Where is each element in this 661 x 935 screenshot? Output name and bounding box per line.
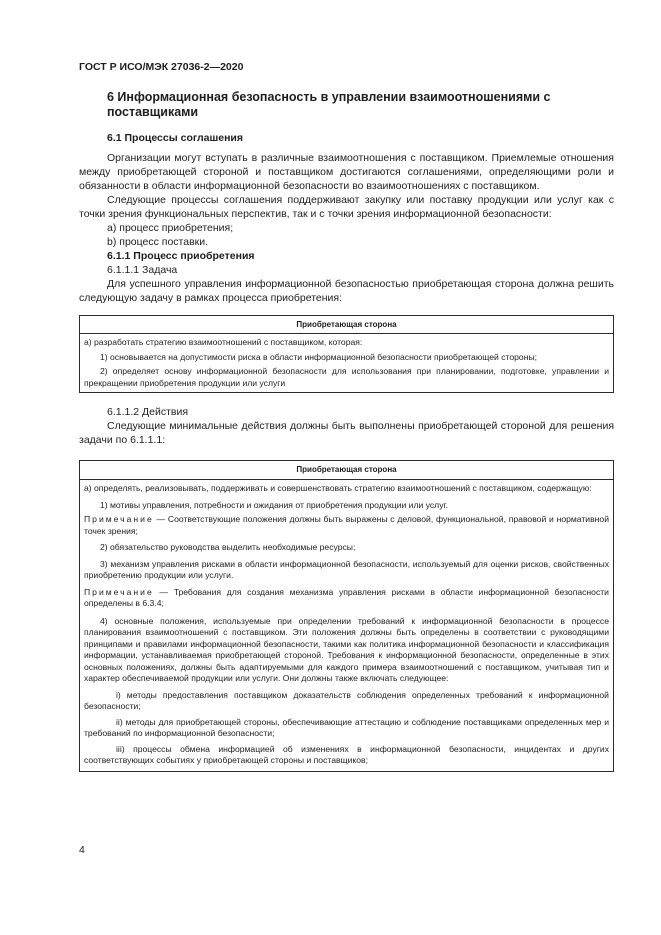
note-label: Примечание (84, 586, 154, 597)
body-text-block (79, 151, 614, 305)
page-number: 4 (79, 844, 85, 856)
table-line: iii) процессы обмена информацией об изменениях в информационной безопасности, инцидентах и других соответствующих событиях у приобретающей стороны и поставщиков; (84, 743, 609, 765)
subsection-title-block (107, 132, 614, 145)
table-header: Приобретающая сторона (80, 316, 613, 334)
note (84, 514, 609, 537)
subsubsection-title: 6.1.1 Процесс приобретения (107, 250, 255, 262)
table-line: 4) основные положения, используемые при определении требований к информационной безопасности в процессе планирования взаимоотношений с поставщиком. Эти положения должны быть определены в соответствии с руководящими принципами и правилами информационной безопасности, такими как политика информационной безопасности и классификация информации, устанавливаемая приобретающей стороной. Требования к информационной безопасности, определенные в этих основных положениях, должны быть адаптируемыми для каждого примера взаимоотношений с поставщиком, учитывая тип и характер обеспечиваемой продукции или услуги. Они должны также включать следующее: (84, 615, 609, 683)
list-item: b) процесс поставки. (107, 236, 209, 248)
list-item: а) процесс приобретения; (107, 222, 234, 234)
table-line: ii) методы для приобретающей стороны, обеспечивающие аттестацию и соблюдение поставщиками определенных мер и требований по информационной безопасности; (84, 716, 609, 738)
table-line: а) разработать стратегию взаимоотношений с поставщиком, которая: (84, 337, 363, 347)
table-cell (80, 334, 613, 392)
paragraph: Для успешного управления информационной безопасностью приобретающая сторона должна решить следующую задачу в рамках процесса приобретения: (79, 278, 614, 304)
paragraph: Организации могут вступать в различные взаимоотношения с поставщиком. Приемлемые отношения между приобретающей стороной и поставщиком достигаются соглашениями, определяющими роли и обязанности в области информационной безопасности во взаимоотношениях с поставщиком. (79, 152, 614, 192)
document-header: ГОСТ Р ИСО/МЭК 27036-2—2020 (79, 61, 244, 73)
clause-title: 6.1.1.2 Действия (107, 406, 189, 418)
table-line: 2) обязательство руководства выделить необходимые ресурсы; (100, 542, 356, 552)
section-title: 6 Информационная безопасность в управлении взаимоотношениями с поставщиками (107, 90, 551, 119)
clause-title: 6.1.1.1 Задача (107, 264, 178, 276)
table-header: Приобретающая сторона (80, 461, 613, 480)
table-line: 2) определяет основу информационной безопасности для использования при планировании, подготовке, управлении и прекращении приобретения продукции или услуги (84, 366, 609, 388)
note-text: — Требования для создания механизма управления рисками в области информационной безопасности определены в 6.3.4; (84, 586, 609, 608)
table-line: 1) основывается на допустимости риска в области информационной безопасности приобретающей стороны; (100, 351, 538, 362)
subsection-title: 6.1 Процессы соглашения (107, 132, 243, 144)
requirements-table-1 (79, 315, 614, 393)
table-line: а) определять, реализовывать, поддерживать и совершенствовать стратегию взаимоотношений с поставщиком, содержащую: (84, 483, 592, 493)
table-line: 3) механизм управления рисками в области информационной безопасности, используемый для оценки рисков, свойственных приобретению продукции или услуги. (84, 558, 609, 580)
paragraph: Следующие процессы соглашения поддерживают закупку или поставку продукции или услуг как с точки зрения функциональных перспектив, так и с точки зрения информационной безопасности: (79, 194, 614, 220)
section-title-block (107, 90, 587, 120)
note (84, 587, 609, 610)
requirements-table-2 (79, 460, 614, 772)
paragraph: Следующие минимальные действия должны быть выполнены приобретающей стороной для решения задачи по 6.1.1.1: (79, 420, 614, 446)
table-line: i) методы предоставления поставщиком доказательств соблюдения определенных требований к информационной безопасности; (84, 689, 609, 711)
actions-block (79, 405, 614, 447)
table-line: 1) мотивы управления, потребности и ожидания от приобретения продукции или услуг. (100, 499, 448, 510)
note-label: Примечание (84, 514, 154, 524)
table-cell (80, 480, 613, 771)
note-text: — Соответствующие положения должны быть выражены с деловой, функциональной, правовой и нормативной точек зрения; (84, 514, 609, 536)
